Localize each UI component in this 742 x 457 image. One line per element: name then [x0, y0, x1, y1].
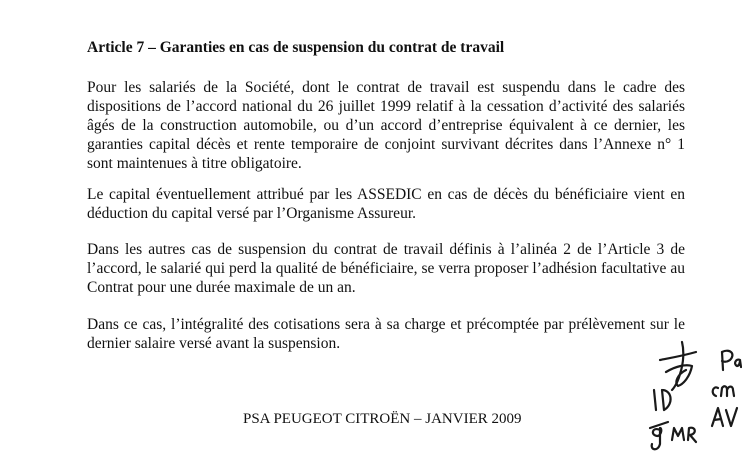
paragraph-1: Pour les salariés de la Société, dont le contrat de travail est suspendu dans le cadre des dispositions de l’accord national du 26 juillet 1999 relatif à la cessation d’activité des salariés âgés de la construction automobile, ou d’un accord d’entreprise équivalent à ce dernier, les garanties capital décès et rente temporaire de conjoint survivant décrites dans l’Annexe n° 1 sont maintenues à titre obligatoire.	[87, 79, 685, 172]
initials-signature-image	[600, 330, 742, 457]
article-heading: Article 7 – Garanties en cas de suspension du contrat de travail	[87, 39, 505, 56]
paragraph-2: Le capital éventuellement attribué par les ASSEDIC en cas de décès du bénéficiaire vient en déduction du capital versé par l’Organisme Assureur.	[87, 186, 685, 222]
paragraph-4: Dans ce cas, l’intégralité des cotisations sera à sa charge et précomptée par prélèvement sur le dernier salaire versé avant la suspension.	[87, 316, 685, 352]
paragraph-3: Dans les autres cas de suspension du contrat de travail définis à l’alinéa 2 de l’Article 3 de l’accord, le salarié qui perd la qualité de bénéficiaire, se verra proposer l’adhésion facultative au Contrat pour une durée maximale de un an.	[87, 241, 685, 296]
page-footer: PSA PEUGEOT CITROËN – JANVIER 2009	[243, 411, 522, 427]
handwritten-initials	[600, 330, 742, 457]
